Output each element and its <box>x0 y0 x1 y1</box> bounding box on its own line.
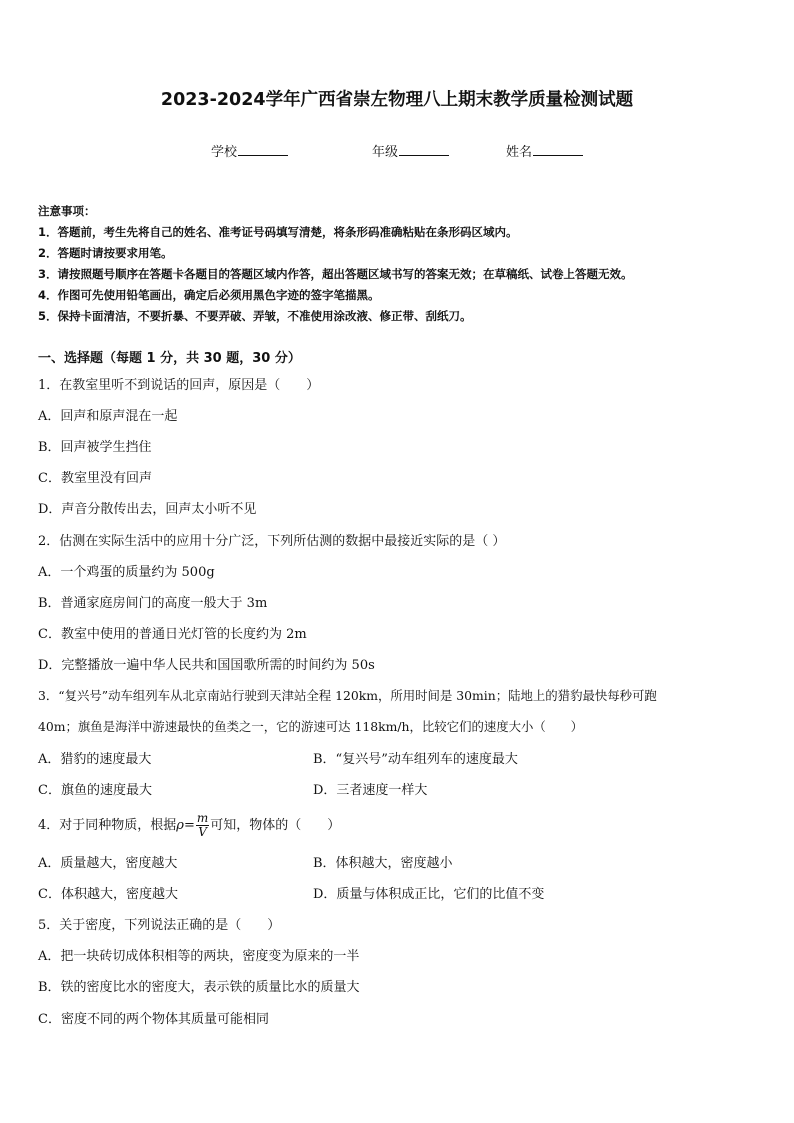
question-4-option-b[interactable]: B．体积越大，密度越小 <box>313 856 453 871</box>
question-2-stem: 2．估测在实际生活中的应用十分广泛，下列所估测的数据中最接近实际的是（ ） <box>38 534 506 549</box>
question-2-option-a[interactable]: A．一个鸡蛋的质量约为 500g <box>38 565 215 580</box>
question-5-option-c[interactable]: C．密度不同的两个物体其质量可能相同 <box>38 1012 269 1027</box>
question-1-option-b[interactable]: B．回声被学生挡住 <box>38 440 152 455</box>
question-2-option-d[interactable]: D．完整播放一遍中华人民共和国国歌所需的时间约为 50s <box>38 658 375 673</box>
question-1-option-c[interactable]: C．教室里没有回声 <box>38 471 152 486</box>
question-3-stem-line-1: 3．“复兴号”动车组列车从北京南站行驶到天津站全程 120km，所用时间是 30min；陆地上的猎豹最快每秒可跑 <box>38 688 657 703</box>
grade-label: 年级 <box>372 145 399 160</box>
school-blank[interactable] <box>238 143 288 156</box>
question-3-option-a[interactable]: A．猎豹的速度最大 <box>38 752 152 767</box>
question-4-stem-prefix: 4．对于同种物质，根据 <box>38 818 177 833</box>
question-4-stem-suffix: 可知，物体的（ ） <box>210 818 341 833</box>
note-item: 5．保持卡面清洁，不要折暴、不要弄破、弄皱，不准使用涂改液、修正带、刮纸刀。 <box>38 309 472 323</box>
density-symbol: ρ <box>176 818 184 833</box>
question-1-option-a[interactable]: A．回声和原声混在一起 <box>38 409 178 424</box>
density-fraction <box>196 812 209 839</box>
exam-title: 2023-2024学年广西省崇左物理八上期末教学质量检测试题 <box>160 90 634 110</box>
question-1-option-d[interactable]: D．声音分散传出去，回声太小听不见 <box>38 502 257 517</box>
question-4-option-a[interactable]: A．质量越大，密度越大 <box>38 856 178 871</box>
question-5-option-b[interactable]: B．铁的密度比水的密度大，表示铁的质量比水的质量大 <box>38 980 360 995</box>
question-3-option-c[interactable]: C．旗鱼的速度最大 <box>38 783 152 798</box>
name-blank[interactable] <box>533 143 583 156</box>
notes-heading: 注意事项： <box>38 204 96 218</box>
question-3-option-d[interactable]: D．三者速度一样大 <box>313 783 428 798</box>
question-1-stem: 1．在教室里听不到说话的回声，原因是（ ） <box>38 378 320 393</box>
section-title: 一、选择题（每题 1 分，共 30 题，30 分） <box>38 351 301 366</box>
note-item: 3．请按照题号顺序在答题卡各题目的答题区域内作答，超出答题区域书写的答案无效；在草稿纸、试卷上答题无效。 <box>38 267 633 281</box>
name-label: 姓名 <box>506 145 533 160</box>
note-item: 1．答题前，考生先将自己的姓名、准考证号码填写清楚，将条形码准确粘贴在条形码区域内。 <box>38 225 518 239</box>
question-4-option-d[interactable]: D．质量与体积成正比，它们的比值不变 <box>313 887 545 902</box>
school-field <box>211 141 288 160</box>
question-3-option-b[interactable]: B．“复兴号”动车组列车的速度最大 <box>313 752 518 767</box>
question-2-option-c[interactable]: C．教室中使用的普通日光灯管的长度约为 2m <box>38 627 307 642</box>
question-4-stem <box>38 812 340 839</box>
question-2-option-b[interactable]: B．普通家庭房间门的高度一般大于 3m <box>38 596 268 611</box>
equals-sign: = <box>183 818 195 833</box>
fraction-denominator: V <box>198 825 207 839</box>
note-item: 2．答题时请按要求用笔。 <box>38 246 173 260</box>
fraction-numerator: m <box>196 811 209 825</box>
name-field <box>506 141 583 160</box>
note-item: 4．作图可先使用铅笔画出，确定后必须用黑色字迹的签字笔描黑。 <box>38 288 380 302</box>
school-label: 学校 <box>211 145 238 160</box>
question-5-stem: 5．关于密度，下列说法正确的是（ ） <box>38 918 281 933</box>
grade-blank[interactable] <box>399 143 449 156</box>
grade-field <box>372 141 449 160</box>
question-3-stem-line-2: 40m；旗鱼是海洋中游速最快的鱼类之一，它的游速可达 118km/h，比较它们的速度大小（ ） <box>38 719 583 734</box>
question-5-option-a[interactable]: A．把一块砖切成体积相等的两块，密度变为原来的一半 <box>38 949 360 964</box>
question-4-option-c[interactable]: C．体积越大，密度越大 <box>38 887 178 902</box>
